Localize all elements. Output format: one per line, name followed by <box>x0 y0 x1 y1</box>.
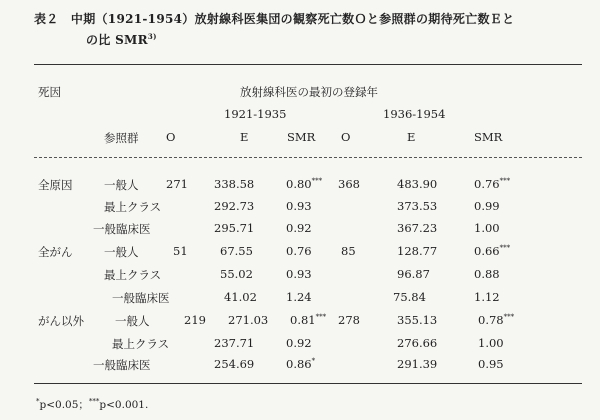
footnote-p1: p<0.05； <box>39 399 89 411</box>
ref-label: 最上クラス <box>104 268 162 282</box>
footnote-p2: p<0.001. <box>99 399 149 411</box>
ref-label: 一般臨床医 <box>112 291 170 305</box>
e1-value: 55.02 <box>220 267 253 281</box>
significance-mark: *** <box>503 313 515 322</box>
o2-value: 85 <box>341 244 356 258</box>
smr2-value <box>474 244 510 258</box>
smr1-value: 0.92 <box>286 221 312 235</box>
smr2-value: 1.00 <box>478 336 504 350</box>
header-separator <box>34 157 582 158</box>
e2-value: 483.90 <box>397 177 438 191</box>
header-smr2: SMR <box>474 130 503 144</box>
e2-value: 373.53 <box>397 199 438 213</box>
header-period1: 1921-1935 <box>224 107 287 121</box>
significance-mark: *** <box>499 177 511 186</box>
o2-value: 278 <box>338 313 360 327</box>
e1-value: 237.71 <box>214 336 255 350</box>
footnote-mark-2: *** <box>88 397 100 406</box>
smr1-value: 0.92 <box>286 336 312 350</box>
e1-value: 295.71 <box>214 221 255 235</box>
smr2-value: 0.95 <box>478 357 504 371</box>
o1-value: 271 <box>166 177 188 191</box>
e1-value: 41.02 <box>224 290 257 304</box>
table-title-line1: 表２ 中期（1921-1954）放射線科医集団の観察死亡数Ｏと参照群の期待死亡数Ｅと <box>34 12 515 26</box>
smr2-number: 0.66 <box>474 244 500 258</box>
cause-label: 全がん <box>38 245 73 259</box>
smr2-number: 0.78 <box>478 313 504 327</box>
smr2-value <box>474 177 510 191</box>
smr1-value <box>286 177 322 191</box>
ref-label: 一般人 <box>104 178 139 192</box>
e2-value: 96.87 <box>397 267 430 281</box>
e2-value: 367.23 <box>397 221 438 235</box>
smr2-value: 1.00 <box>474 221 500 235</box>
o1-value: 219 <box>184 313 206 327</box>
o1-value: 51 <box>173 244 188 258</box>
e1-value: 67.55 <box>220 244 253 258</box>
ref-label: 最上クラス <box>104 200 162 214</box>
e1-value: 271.03 <box>228 313 269 327</box>
table-title-line2 <box>86 31 157 48</box>
header-period-group: 放射線科医の最初の登録年 <box>240 85 378 99</box>
cause-label: がん以外 <box>38 314 84 328</box>
cause-label: 全原因 <box>38 178 73 192</box>
bottom-rule <box>34 383 582 384</box>
smr2-value: 0.88 <box>474 267 500 281</box>
smr1-value: 0.93 <box>286 199 312 213</box>
smr2-number: 0.76 <box>474 177 500 191</box>
smr1-number: 0.80 <box>286 177 312 191</box>
e2-value: 291.39 <box>397 357 438 371</box>
smr1-value <box>286 357 315 371</box>
header-o1: O <box>166 130 176 144</box>
e2-value: 75.84 <box>393 290 426 304</box>
ref-label: 最上クラス <box>112 337 170 351</box>
o2-value: 368 <box>338 177 360 191</box>
e2-value: 276.66 <box>397 336 438 350</box>
smr2-value: 0.99 <box>474 199 500 213</box>
header-period2: 1936-1954 <box>383 107 446 121</box>
e1-value: 338.58 <box>214 177 255 191</box>
significance-mark: *** <box>315 313 327 322</box>
ref-label: 一般人 <box>104 245 139 259</box>
significance-mark: *** <box>311 177 323 186</box>
smr2-value: 1.12 <box>474 290 500 304</box>
smr2-value <box>478 313 514 327</box>
smr1-value: 0.76 <box>286 244 312 258</box>
smr1-number: 0.81 <box>290 313 316 327</box>
header-e1: E <box>240 130 249 144</box>
top-rule <box>34 64 582 65</box>
smr1-value <box>290 313 326 327</box>
significance-mark: *** <box>499 244 511 253</box>
header-smr1: SMR <box>287 130 316 144</box>
ref-label: 一般臨床医 <box>93 358 151 372</box>
e1-value: 292.73 <box>214 199 255 213</box>
smr1-value: 1.24 <box>286 290 312 304</box>
header-ref-group: 参照群 <box>104 131 139 145</box>
e2-value: 128.77 <box>397 244 438 258</box>
smr1-value: 0.93 <box>286 267 312 281</box>
header-o2: O <box>341 130 351 144</box>
header-e2: E <box>407 130 416 144</box>
e1-value: 254.69 <box>214 357 255 371</box>
ref-label: 一般人 <box>115 314 150 328</box>
title-ref-sup: 3) <box>147 32 157 41</box>
footnote <box>36 397 148 412</box>
footnote-mark-1: * <box>36 397 40 406</box>
ref-label: 一般臨床医 <box>93 222 151 236</box>
significance-mark: * <box>311 357 316 366</box>
smr1-number: 0.86 <box>286 357 312 371</box>
header-cause: 死因 <box>38 85 61 99</box>
title-text: の比 SMR <box>86 33 148 47</box>
e2-value: 355.13 <box>397 313 438 327</box>
